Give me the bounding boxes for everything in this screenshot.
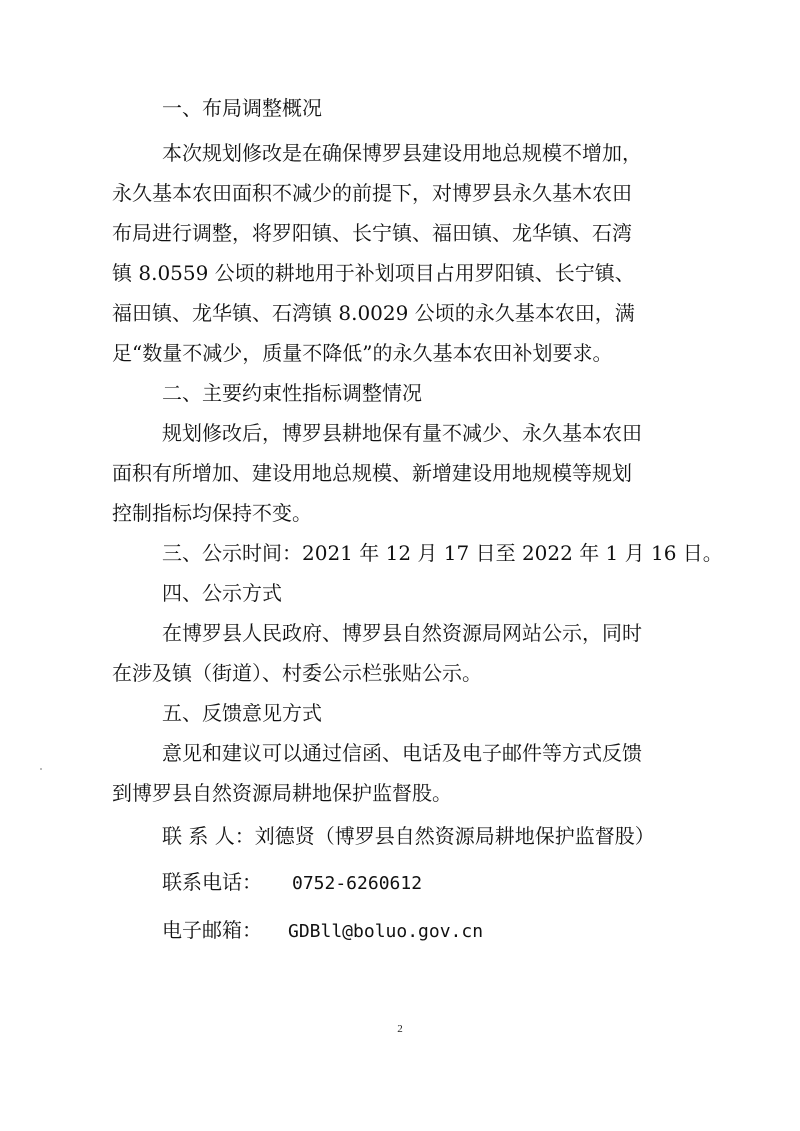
contact-person-row	[112, 813, 687, 859]
section-heading-layout: 一、布局调整概况	[162, 96, 322, 120]
page-number: 2	[397, 1023, 403, 1035]
paragraph-line: 在博罗县人民政府、博罗县自然资源局网站公示，同时	[162, 621, 642, 645]
contact-person-label: 联 系 人：	[162, 824, 255, 848]
contact-phone-row	[112, 859, 687, 907]
section-body-publicity-method	[112, 613, 687, 693]
paragraph-line: 永久基本农田面积不减少的前提下，对博罗县永久基木农田	[112, 181, 632, 205]
paragraph-line: 镇 8.0559 公顷的耕地用于补划项目占用罗阳镇、长宁镇、	[112, 261, 635, 285]
paragraph-line: 意见和建议可以通过信函、电话及电子邮件等方式反馈	[162, 741, 642, 765]
paragraph-line: 福田镇、龙华镇、石湾镇 8.0029 公顷的永久基本农田，满	[112, 301, 635, 325]
contact-person-value: 刘德贤（博罗县自然资源局耕地保护监督股）	[254, 824, 655, 848]
section-heading-publicity-method: 四、公示方式	[162, 581, 282, 605]
section-body-constraints	[112, 413, 687, 533]
section-heading-feedback: 五、反馈意见方式	[162, 701, 322, 725]
contact-block	[112, 813, 687, 955]
section-heading-publicity-time: 三、公示时间：2021 年 12 月 17 日至 2022 年 1 月 16 日。	[162, 541, 723, 565]
section-body-layout	[112, 133, 687, 373]
contact-email-row	[112, 907, 687, 955]
contact-phone-value: 0752-6260612	[292, 873, 423, 894]
contact-email-label: 电子邮箱：	[162, 918, 262, 942]
contact-email-value: GDBll@boluo.gov.cn	[288, 921, 484, 942]
scan-artifact	[40, 768, 42, 770]
paragraph-line: 足“数量不减少，质量不降低”的永久基本农田补划要求。	[112, 341, 613, 365]
paragraph-line: 面积有所增加、建设用地总规模、新增建设用地规模等规划	[112, 461, 632, 485]
section-heading-constraints: 二、主要约束性指标调整情况	[162, 381, 422, 405]
paragraph-line: 到博罗县自然资源局耕地保护监督股。	[112, 781, 452, 805]
paragraph-line: 本次规划修改是在确保博罗县建设用地总规模不增加，	[162, 141, 642, 165]
contact-phone-label: 联系电话：	[162, 870, 262, 894]
section-body-feedback	[112, 733, 687, 813]
document-body	[112, 88, 723, 955]
paragraph-line: 布局进行调整，将罗阳镇、长宁镇、福田镇、龙华镇、石湾	[112, 221, 632, 245]
paragraph-line: 规划修改后，博罗县耕地保有量不减少、永久基本农田	[162, 421, 642, 445]
paragraph-line: 在涉及镇（街道）、村委公示栏张贴公示。	[112, 661, 482, 685]
paragraph-line: 控制指标均保持不变。	[112, 501, 312, 525]
